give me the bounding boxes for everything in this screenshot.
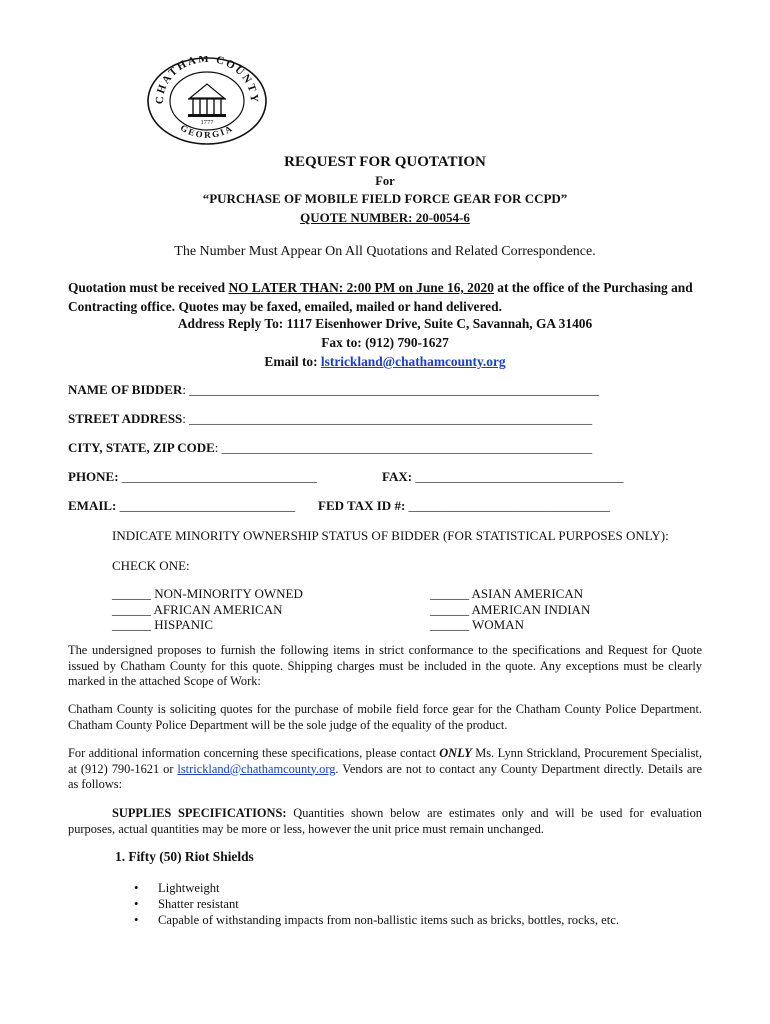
item-heading: 1. Fifty (50) Riot Shields — [115, 849, 254, 864]
check-one-label: CHECK ONE: — [112, 558, 190, 573]
reference-notice: The Number Must Appear On All Quotations and Related Correspondence. — [174, 244, 596, 259]
title-for: For — [375, 174, 395, 188]
supplies-label: SUPPLIES SPECIFICATIONS: — [112, 806, 287, 820]
contact-prefix: For additional information concerning these specifications, please contact — [68, 746, 440, 760]
contact-mid: Ms. Lynn Strickland, Procurement Specialist, at (912) 790-1621 or — [68, 746, 702, 776]
minority-options-right — [430, 586, 590, 633]
city-state-zip-line: : _________________________________________________________ — [214, 440, 593, 455]
contact-suffix: . Vendors are not to contact any County Department directly. Details are as follows: — [68, 761, 702, 791]
email-field[interactable] — [68, 498, 295, 514]
seal-ring-bottom-text: GEORGIA — [178, 122, 236, 140]
item-bullet-list — [134, 880, 619, 928]
fed-tax-id-line: _______________________________ — [408, 498, 611, 513]
fed-tax-id-label: FED TAX ID #: — [318, 498, 409, 513]
list-item: • Shatter resistant — [134, 896, 619, 912]
fax-label: FAX: — [382, 469, 416, 484]
receipt-instructions — [68, 278, 708, 316]
street-address-label: STREET ADDRESS — [68, 411, 183, 426]
county-seal — [146, 56, 268, 146]
reply-email-link[interactable]: lstrickland@chathamcounty.org — [320, 354, 506, 369]
reply-address: Address Reply To: 1117 Eisenhower Drive, Suite C, Savannah, GA 31406 — [177, 316, 593, 331]
fax-field[interactable] — [382, 469, 623, 485]
option-hispanic[interactable]: ______ HISPANIC — [112, 617, 214, 632]
option-american-indian[interactable]: ______ AMERICAN INDIAN — [430, 601, 591, 617]
bidder-name-line: : _______________________________________________________________ — [182, 382, 599, 397]
seal-ring-top-text: CHATHAM COUNTY — [153, 56, 261, 105]
contact-paragraph — [68, 746, 702, 793]
option-non-minority-owned[interactable]: ______ NON-MINORITY OWNED — [112, 586, 303, 601]
option-asian-american[interactable]: ______ ASIAN AMERICAN — [430, 586, 584, 601]
seal-year: 1777 — [200, 119, 214, 126]
email-label: EMAIL: — [68, 498, 120, 513]
list-item: • Capable of withstanding impacts from non-ballistic items such as bricks, bottles, rocks, etc. — [134, 912, 619, 928]
option-african-american[interactable]: ______ AFRICAN AMERICAN — [112, 601, 283, 617]
page-title: REQUEST FOR QUOTATION — [284, 154, 486, 170]
phone-line: ______________________________ — [121, 469, 317, 484]
email-line: ___________________________ — [119, 498, 296, 513]
reply-email-line — [0, 354, 770, 370]
city-state-zip-label: CITY, STATE, ZIP CODE — [68, 440, 215, 455]
phone-label: PHONE: — [68, 469, 122, 484]
phone-field[interactable] — [68, 469, 317, 485]
soliciting-paragraph: Chatham County is soliciting quotes for the purchase of mobile field force gear for the Chatham County Police Department. Chatham County Police Department will be the sole judge of the equality of the product. — [68, 702, 702, 732]
undersigned-paragraph: The undersigned proposes to furnish the following items in strict conformance to the specifications and Request for Quote issued by Chatham County for this quote. Shipping charges must be included in the quote. Any exceptions must be clearly marked in the attached Scope of Work: — [68, 643, 702, 688]
street-address-field[interactable] — [68, 411, 592, 427]
city-state-zip-field[interactable] — [68, 440, 592, 456]
supplies-paragraph — [68, 806, 702, 837]
fax-number: Fax to: (912) 790-1627 — [321, 335, 449, 350]
list-item: • Lightweight — [134, 880, 619, 896]
bidder-name-label: NAME OF BIDDER — [68, 382, 183, 397]
fax-line: ________________________________ — [415, 469, 624, 484]
street-address-line: : ______________________________________________________________ — [182, 411, 593, 426]
contact-only-emphasis: ONLY — [439, 746, 472, 760]
quote-number: QUOTE NUMBER: 20-0054-6 — [300, 210, 470, 225]
bidder-name-field[interactable] — [68, 382, 599, 398]
receipt-suffix: at the office of the Purchasing and Contracting office. Quotes may be faxed, emailed, mailed or hand delivered. — [68, 280, 693, 314]
email-to-label: Email to: — [264, 354, 321, 369]
receipt-deadline: NO LATER THAN: 2:00 PM on June 16, 2020 — [228, 280, 494, 295]
quotation-subject: “PURCHASE OF MOBILE FIELD FORCE GEAR FOR CCPD” — [202, 191, 568, 206]
contact-email-link[interactable]: lstrickland@chathamcounty.org — [177, 761, 336, 776]
county-seal-icon — [146, 56, 268, 146]
option-woman[interactable]: ______ WOMAN — [430, 617, 525, 632]
minority-status-instruction: INDICATE MINORITY OWNERSHIP STATUS OF BIDDER (FOR STATISTICAL PURPOSES ONLY): — [112, 528, 669, 543]
minority-options-left — [112, 586, 303, 633]
supplies-text: Quantities shown below are estimates only and will be used for evaluation purposes, actual quantities may be more or less, however the unit price must remain unchanged. — [68, 806, 702, 836]
fed-tax-id-field[interactable] — [318, 498, 610, 514]
receipt-prefix: Quotation must be received — [68, 280, 229, 295]
